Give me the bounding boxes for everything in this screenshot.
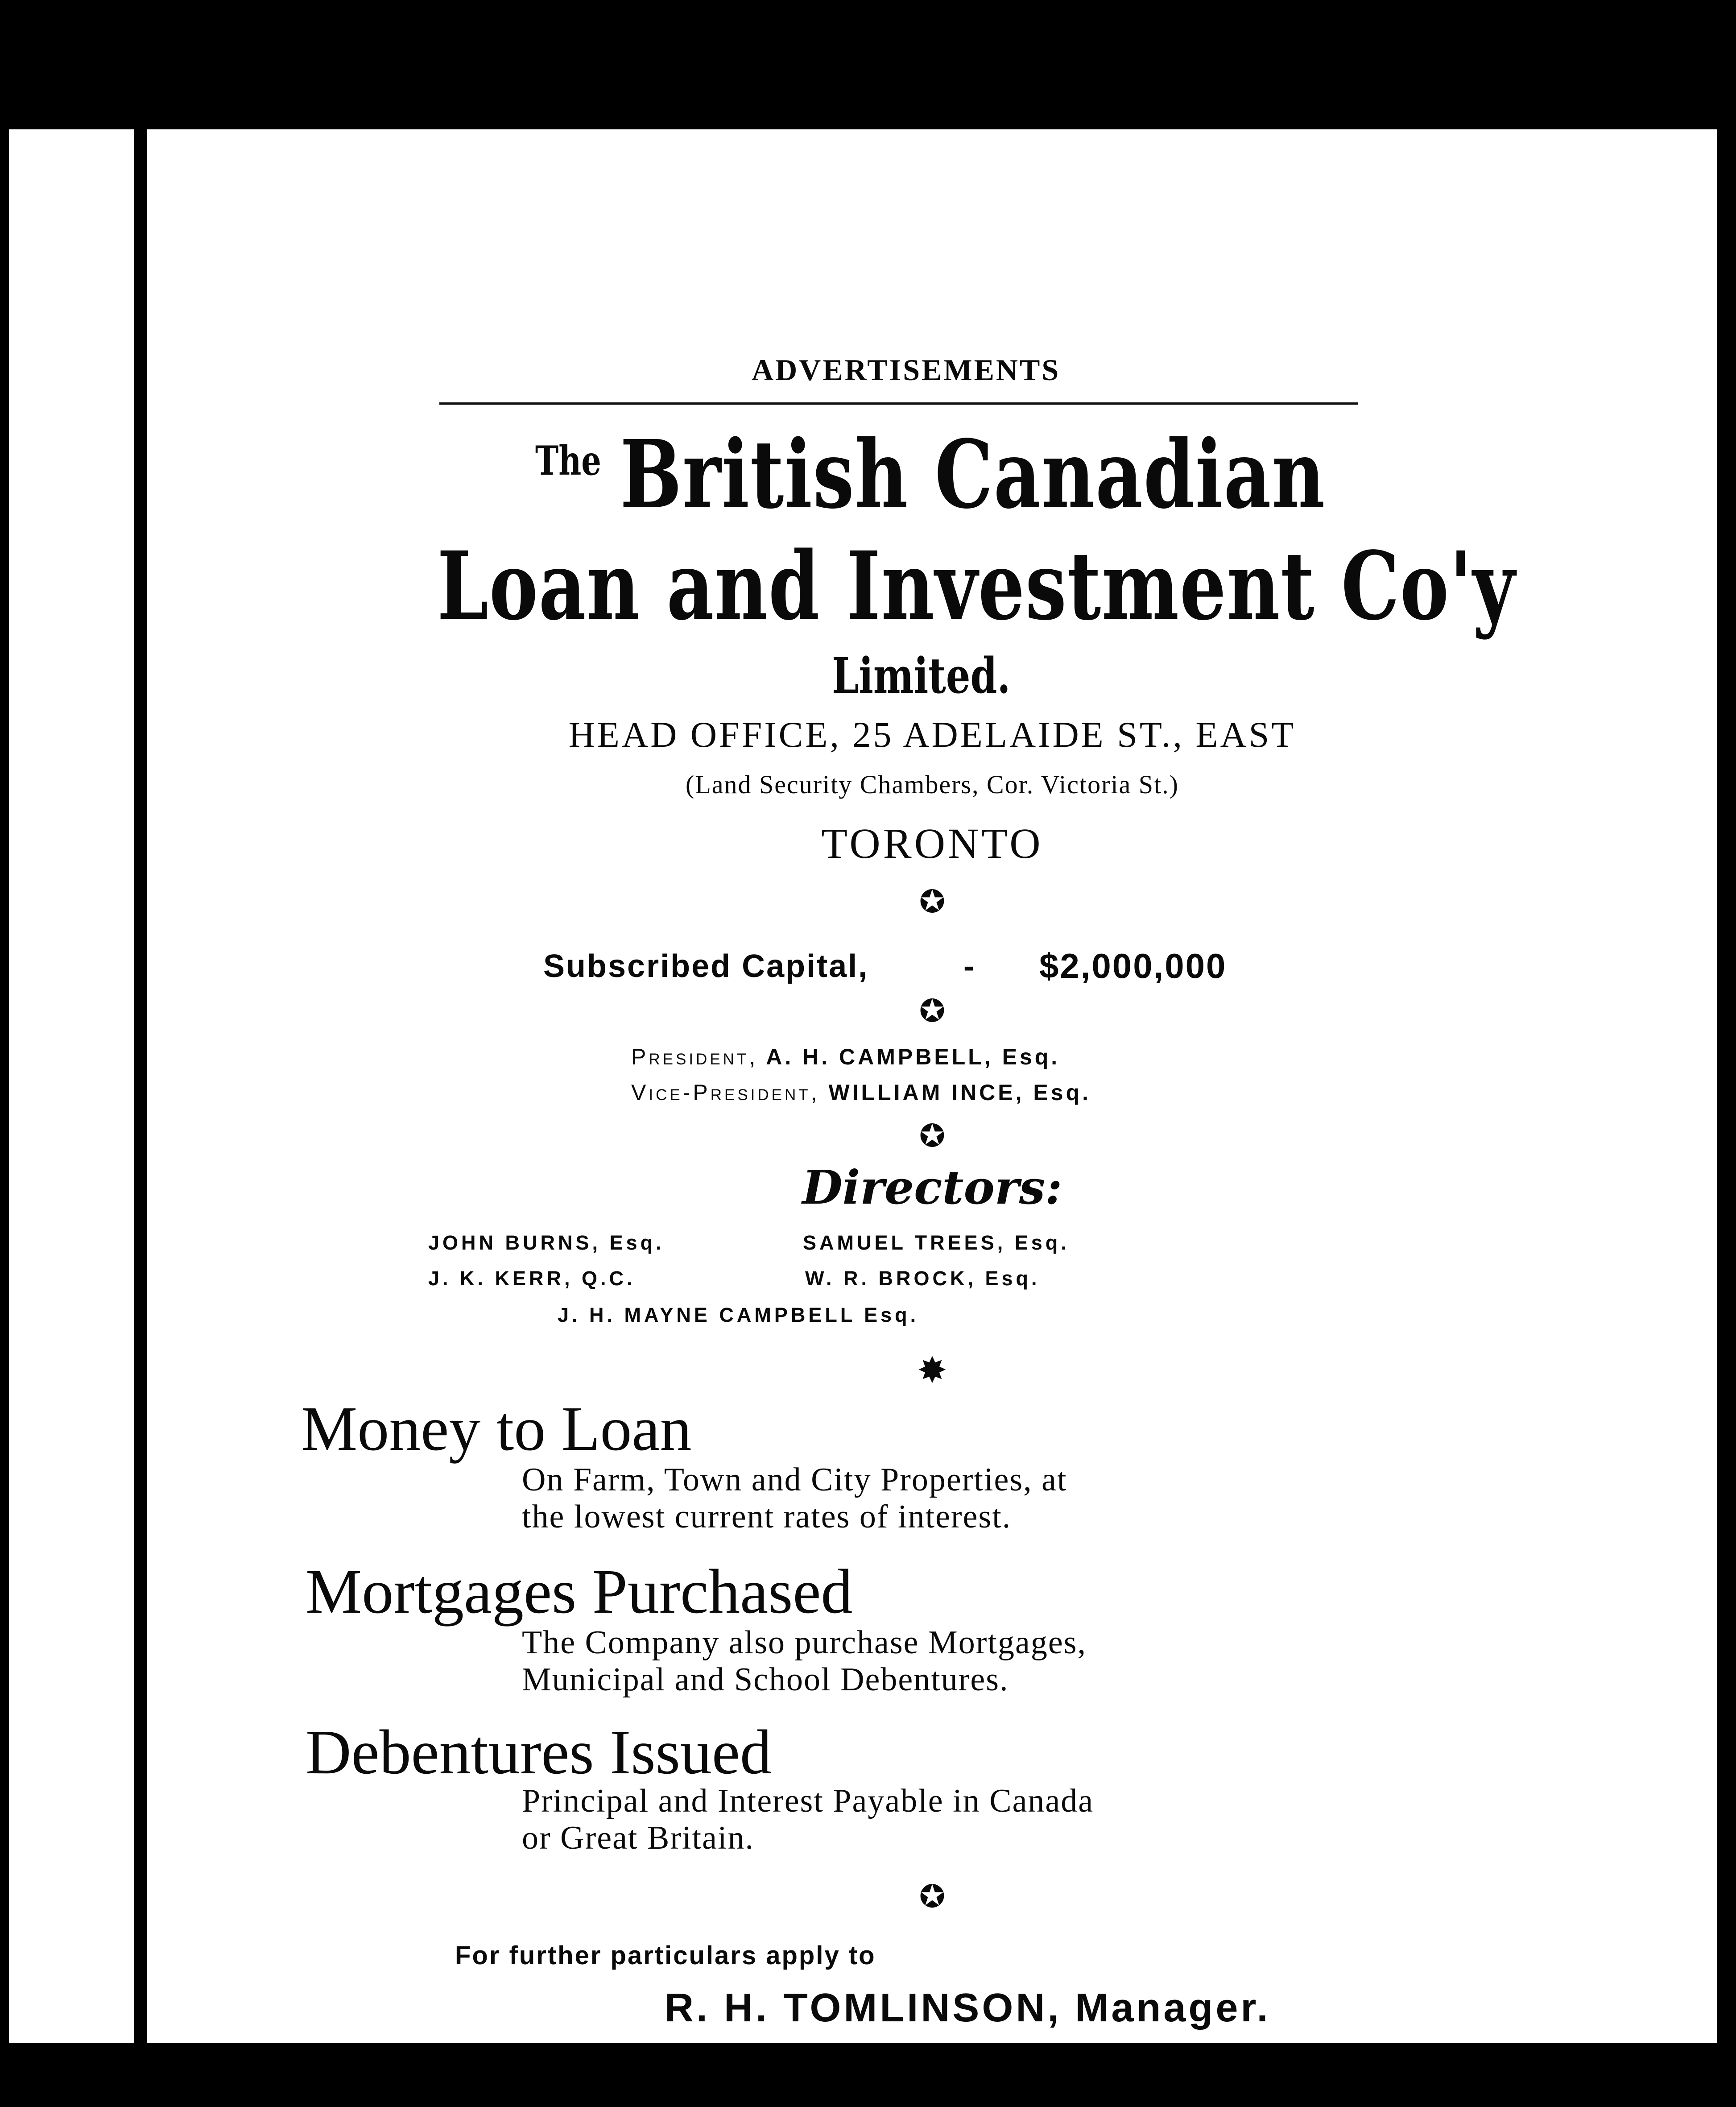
star-ornament-icon: ✪ bbox=[919, 994, 946, 1029]
directors-heading: Directors: bbox=[802, 1160, 1062, 1215]
company-name-line-2: Loan and Investment Co'y bbox=[437, 531, 1516, 641]
section-body-line: the lowest current rates of interest. bbox=[522, 1498, 1012, 1535]
city-name: TORONTO bbox=[821, 820, 1043, 867]
company-name-article: The bbox=[535, 437, 601, 484]
head-office-address: HEAD OFFICE, 25 ADELAIDE ST., EAST bbox=[568, 714, 1296, 755]
director-name: SAMUEL TREES, Esq. bbox=[803, 1231, 1070, 1254]
section-body-line: On Farm, Town and City Properties, at bbox=[522, 1461, 1067, 1498]
page-gutter bbox=[134, 129, 147, 2043]
star-ornament-icon: ✪ bbox=[919, 1880, 946, 1914]
burst-ornament-icon: ✸ bbox=[917, 1351, 947, 1391]
star-ornament-icon: ✪ bbox=[919, 885, 946, 919]
officer-president bbox=[631, 1044, 1060, 1070]
officer-role: Vice-President, bbox=[631, 1080, 820, 1105]
officer-vice-president bbox=[631, 1080, 1091, 1105]
director-name: W. R. BROCK, Esq. bbox=[805, 1267, 1040, 1290]
director-name: JOHN BURNS, Esq. bbox=[428, 1231, 665, 1254]
officer-role: President, bbox=[631, 1044, 758, 1069]
director-name: J. H. MAYNE CAMPBELL Esq. bbox=[558, 1304, 919, 1326]
section-title-debentures-issued: Debentures Issued bbox=[306, 1717, 772, 1787]
header-rule bbox=[439, 402, 1358, 405]
section-body-line: The Company also purchase Mortgages, bbox=[522, 1624, 1087, 1661]
apply-note: For further particulars apply to bbox=[455, 1941, 876, 1970]
section-body-line: Municipal and School Debentures. bbox=[522, 1661, 1009, 1698]
company-name-line-1: British Canadian bbox=[620, 419, 1326, 530]
star-ornament-icon: ✪ bbox=[919, 1119, 946, 1154]
capital-label: Subscribed Capital, bbox=[543, 948, 869, 984]
manager-name: R. H. TOMLINSON, Manager. bbox=[665, 1986, 1271, 2030]
section-body-line: or Great Britain. bbox=[522, 1820, 754, 1856]
director-name: J. K. KERR, Q.C. bbox=[428, 1267, 636, 1290]
section-title-money-to-loan: Money to Loan bbox=[301, 1393, 692, 1464]
officer-name: A. H. CAMPBELL, Esq. bbox=[766, 1044, 1060, 1069]
capital-dash: - bbox=[963, 948, 974, 984]
advertisement-page bbox=[147, 129, 1717, 2043]
section-body-line: Principal and Interest Payable in Canada bbox=[522, 1783, 1094, 1819]
section-title-mortgages-purchased: Mortgages Purchased bbox=[306, 1556, 853, 1627]
adjacent-page-strip bbox=[9, 129, 141, 2043]
address-note: (Land Security Chambers, Cor. Victoria St.) bbox=[686, 770, 1179, 799]
capital-value: $2,000,000 bbox=[1039, 946, 1227, 985]
company-limited: Limited. bbox=[832, 647, 1011, 704]
running-header: ADVERTISEMENTS bbox=[752, 353, 1061, 387]
officer-name: WILLIAM INCE, Esq. bbox=[828, 1080, 1091, 1105]
